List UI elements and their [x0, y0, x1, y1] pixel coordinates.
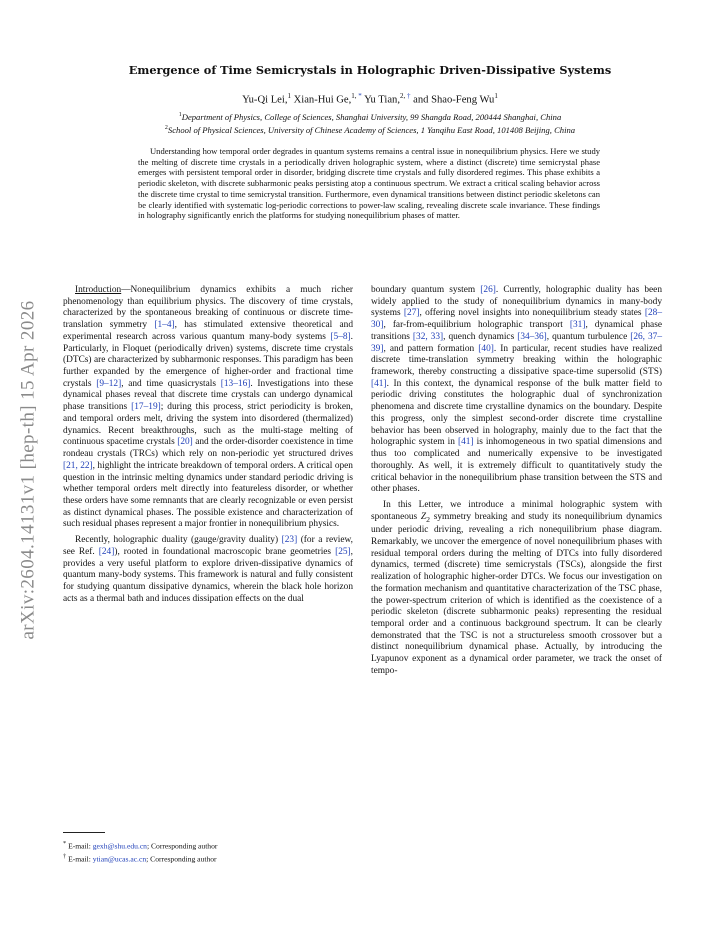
math-symbol: Z	[420, 511, 427, 522]
citation-link[interactable]: [40]	[478, 343, 494, 354]
citation-link[interactable]: [9–12]	[96, 378, 122, 389]
affiliation-line: $^2$School of Physical Sciences, University of Chinese Academy of Sciences, 1 Yanqihu East Road, 101408 Beijing, China	[164, 125, 576, 136]
footnote-divider	[63, 832, 105, 833]
citation-link[interactable]: [25]	[335, 546, 351, 557]
affiliation-marker: 1	[287, 92, 291, 100]
footnote-link[interactable]: †	[405, 92, 411, 100]
affiliation-marker: 1, *	[351, 92, 362, 100]
email-link[interactable]: ytian@ucas.ac.cn	[92, 854, 147, 864]
affiliation-block	[60, 110, 680, 137]
citation-link[interactable]: [26]	[480, 285, 496, 295]
footnote: † E-mail: ytian@ucas.ac.cn; Corresponding author	[63, 853, 217, 864]
affiliation-marker: 1	[494, 92, 498, 100]
citation-link[interactable]: [41]	[457, 437, 474, 448]
paragraph: Recently, holographic duality (gauge/gravity duality) [23] (for a review, see Ref. [24]), rooted in foundational macroscopic brane geometries [25], provides a very useful platform to explore driven-dissipative dynamics of quantum many-body systems. This framework is natural and fully consistent for studying quantum dissipative dynamics, wherein the black hole horizon acts as a thermal bath and induces dissipation effects on the dual	[63, 535, 354, 604]
citation-link[interactable]: [26, 37–39]	[371, 331, 662, 354]
right-column	[371, 285, 662, 678]
citation-link[interactable]: [31]	[569, 320, 586, 331]
paragraph: In this Letter, we introduce a minimal holographic system with spontaneous $Z_2$ symmetry breaking and study its nonequilibrium dynamics under periodic driving, revealing a rich nonequilibrium phase diagram. Remarkably, we uncover the emergence of novel nonequilibrium phases with residual temporal orders during the melting of DTCs into fully disordered dynamics, termed (discrete) time semicrystals (TSCs), alongside the first realization of holographic higher-order DTCs. We focus our investigation on the formation mechanism and quantitative characterization of the TSC phase, the power-spectrum criterion of which is identified as the coexistence of a periodic skeleton (discrete subharmonic peaks) representing the residual temporal order and a continuous background spectrum. It can be clearly demonstrated that the TSC is not a structureless smooth crossover but a distinct nonequilibrium dynamical phase. Actually, by introducing the Lyapunov exponent as a dynamical order parameter, we track the onset of tempo-	[371, 499, 662, 676]
citation-link[interactable]: [24]	[98, 546, 115, 557]
author-conjunction: and	[413, 94, 429, 106]
citation-link[interactable]: [34–36]	[517, 331, 547, 342]
paragraph: Introduction—Nonequilibrium dynamics exhibits a much richer phenomenology than equilibrium physics. The discovery of time crystals, characterized by the spontaneous breaking of continuous or discrete time-translation symmetry [1–4], has stimulated extensive theoretical and experimental research across various quantum many-body systems [5–8]. Particularly, in Floquet (periodically driven) systems, discrete time crystals (DTCs) are characterized by subharmonic responses. This paradigm has been further expanded by the emergence of higher-order and fractional time crystals [9–12], and time quasicrystals [13–16]. Investigations into these dynamical phases reveal that discrete time crystals can undergo dynamical phase transitions [17–19]; during this process, strict periodicity is broken, and temporal orders melt, driving the system into disordered (thermalized) dynamics. Recent breakthroughs, such as the multi-stage melting of continuous spacetime crystals [20] and the order-disorder coexistence in time rondeau crystals (TRCs) which rely on non-periodic yet structured drives [21, 22], highlight the intricate breakdown of temporal orders. A critical open question in the intrinsic melting dynamics under standard periodic driving is whether temporal orders melt directly into featureless disorder, or whether these orders have some remnants that are clearly recognizable or even persist as distinct dynamical phases. The possible existence and characterization of such residual phases represent a major frontier in nonequilibrium physics.	[63, 285, 354, 530]
footnote: * E-mail: gexh@shu.edu.cn; Corresponding author	[63, 840, 218, 851]
email-link[interactable]: gexh@shu.edu.cn	[92, 841, 147, 851]
citation-link[interactable]: [28–30]	[371, 308, 662, 331]
section-lead: Introduction	[75, 285, 122, 295]
footnote-link[interactable]: *	[356, 92, 362, 100]
author-name: Yu Tian,	[364, 94, 400, 106]
footnotes	[63, 839, 363, 865]
arxiv-identifier-stamp	[14, 250, 44, 690]
citation-link[interactable]: [13–16]	[220, 378, 251, 389]
paragraph: boundary quantum system [26]. Currently, holographic duality has been widely applied to the study of nonequilibrium dynamics in many-body systems [27], offering novel insights into nonequilibrium steady states [28–30], far-from-equilibrium holographic transport [31], dynamical phase transitions [32, 33], quench dynamics [34–36], quantum turbulence [26, 37–39], and pattern formation [40]. In particular, recent studies have realized discrete time-translation symmetry breaking within the holographic framework, thereby constructing a dissipative space-time supersolid (STS) [41]. In this context, the dynamical response of the bulk matter field to periodic driving constitutes the holographic dual of synchronization phenomena and discrete time crystalline dynamics on the boundary. Despite this progress, only the simplest second-order discrete time crystalline behavior has been observed in holography, mainly due to the fact that the holographic system in [41] is inhomogeneous in two spatial dimensions and thus too complicated and numerically expensive to be investigated thoroughly. As well, it is extremely difficult to quantitatively study the critical behavior in the nonequilibrium phase transition between the STS and other phases.	[371, 285, 662, 495]
arxiv-identifier-text: arXiv:2604.14131v1 [hep-th] 15 Apr 2026	[18, 300, 39, 640]
author-list	[60, 92, 680, 106]
citation-link[interactable]: [27]	[403, 308, 420, 319]
abstract: Understanding how temporal order degrades in quantum systems remains a central issue in nonequilibrium physics. Here we study the melting of discrete time crystals in a periodically driven holographic system, where a distinct (discrete) time semicrystal phase emerges with persistent temporal order in disorder, bridging discrete time crystals and fully disordered regimes. This phase exhibits a periodic skeleton, with discrete subharmonic peaks persisting atop a continuous spectrum. We extract a critical scaling behavior across the discrete time crystal to time semicrystal transition. Furthermore, even dynamical transitions between distinct periodic skeletons can be clearly identified with systematic log-periodic corrections to power-law scaling, revealing discrete scale invariance. These findings in holography significantly enrich the platforms for studying nonequilibrium phases of matter.	[138, 146, 600, 221]
citation-link[interactable]: [17–19]	[131, 402, 161, 413]
affiliation-marker: 2, †	[399, 92, 411, 100]
author-name: Xian-Hui Ge,	[293, 94, 352, 106]
citation-link[interactable]: [32, 33]	[412, 331, 444, 342]
author-name: Shao-Feng Wu	[431, 94, 495, 106]
citation-link[interactable]: [23]	[281, 535, 298, 546]
left-column	[63, 285, 353, 605]
citation-link[interactable]: [20]	[177, 437, 193, 448]
citation-link[interactable]: [5–8]	[330, 331, 351, 342]
paper-title: Emergence of Time Semicrystals in Holographic Driven-Dissipative Systems	[128, 63, 612, 77]
math-subscript: 2	[426, 514, 430, 524]
author-name: Yu-Qi Lei,	[242, 94, 288, 106]
affiliation-line: $^1$Department of Physics, College of Sciences, Shanghai University, 99 Shangda Road, 200444 Shanghai, China	[178, 111, 562, 122]
citation-link[interactable]: [21, 22]	[63, 460, 93, 471]
citation-link[interactable]: [41]	[371, 378, 387, 389]
citation-link[interactable]: [1–4]	[154, 320, 175, 331]
